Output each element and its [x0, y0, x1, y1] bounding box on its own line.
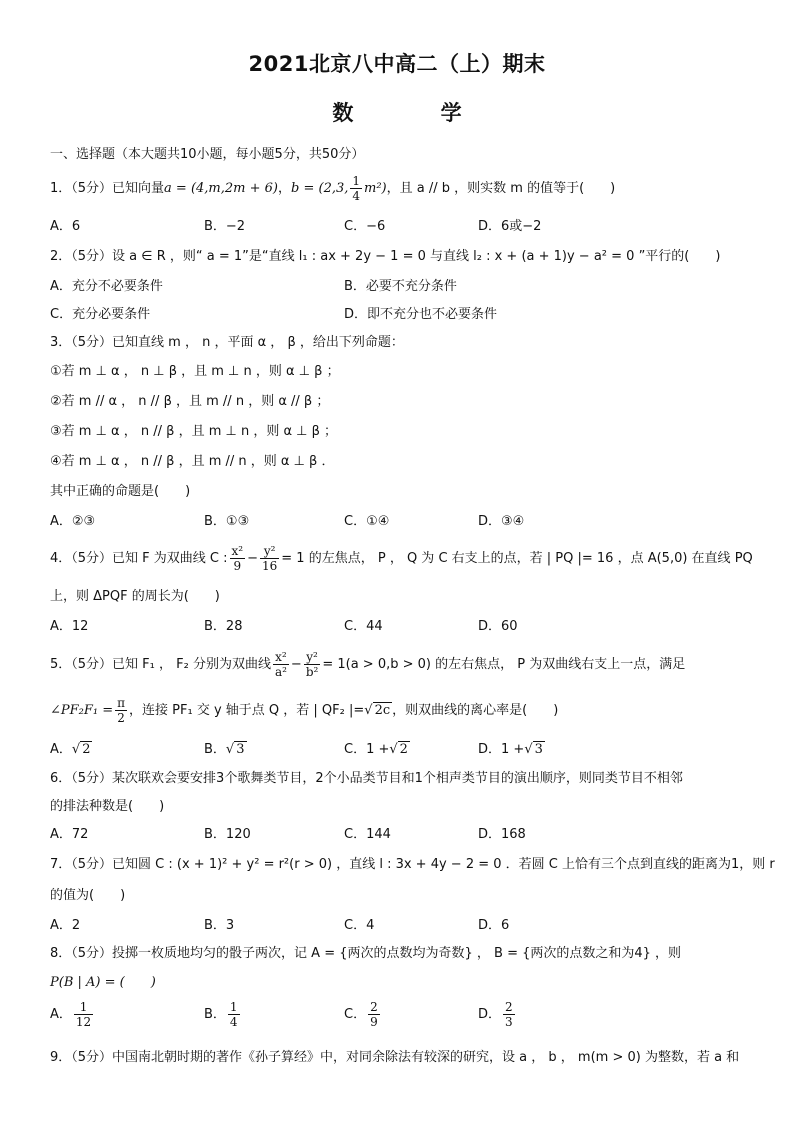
subject-heading: 数 学	[332, 101, 502, 125]
q1-vector-b: b = (2,3,	[291, 181, 349, 196]
q6-option-c: C．144	[344, 827, 391, 842]
section-heading: 一、选择题（本大题共10小题，每小题5分，共50分）	[50, 147, 365, 162]
q8-line-2: P(B | A) = ( )	[50, 975, 156, 990]
q6-line-2: 的排法种数是( )	[50, 799, 165, 814]
question-8: 8．（5分）投掷一枚质地均匀的骰子两次，记 A = {两次的点数均为奇数} ， B = {两次的点数之和为4} ，则	[50, 946, 682, 961]
q1-option-b: B．−2	[204, 219, 246, 234]
q7-option-c: C．4	[344, 918, 375, 933]
question-3: 3．（5分）已知直线 m ， n ，平面 α ， β ，给出下列命题：	[50, 335, 404, 350]
question-7: 7．（5分）已知圆 C : (x + 1)² + y² = r²(r > 0) ，直线 l : 3x + 4y − 2 = 0 ．若圆 C 上恰有三个点到直线的距离为1，则 r	[50, 857, 775, 872]
q5-angle-fraction: $\frac{\pi}{2}$	[117, 696, 126, 725]
page-title: 2021北京八中高二（上）期末	[248, 52, 546, 76]
q5-fraction-x: $\frac{\text{x²}}{\text{a²}}$	[274, 650, 287, 679]
q5-fraction-y: $\frac{\text{y²}}{\text{b²}}$	[305, 650, 319, 679]
question-6: 6．（5分）某次联欢会要安排3个歌舞类节目，2个小品类节目和1个相声类节目的演出顺序，则同类节目不相邻	[50, 771, 683, 786]
q5-line-2: ∠PF₂F₁ = $\frac{\pi}{2}$ ，连接 PF₁ 交 y 轴于点 Q ，若 | QF₂ |=√ 2c ，则双曲线的离心率是( )	[50, 696, 559, 725]
q7-option-d: D．6	[478, 918, 510, 933]
q6-option-a: A．72	[50, 827, 89, 842]
q3-option-b: B．①③	[204, 514, 250, 529]
q2-option-c: C．充分必要条件	[50, 307, 151, 322]
q8-option-d: D． $\frac{2}{3}$	[478, 1000, 513, 1029]
q1-option-d: D．6或−2	[478, 219, 542, 234]
q3-question: 其中正确的命题是( )	[50, 484, 191, 499]
q1-vector-a: a = (4,m,2m + 6)	[164, 181, 278, 196]
q6-option-b: B．120	[204, 827, 251, 842]
q3-option-a: A．②③	[50, 514, 96, 529]
q4-fraction-y: $\frac{\text{y²}}{16}$	[262, 544, 278, 573]
q3-proposition-4: ④若 m ⊥ α ， n // β ，且 m // n ，则 α ⊥ β ．	[50, 454, 335, 469]
q5-sqrt: √ 2c	[364, 703, 391, 718]
q2-option-a: A．充分不必要条件	[50, 279, 163, 294]
q3-option-c: C．①④	[344, 514, 390, 529]
q8-option-b: B． $\frac{1}{4}$	[204, 1000, 238, 1029]
q8-option-c: C． $\frac{2}{9}$	[344, 1000, 378, 1029]
q7-option-a: A．2	[50, 918, 81, 933]
q1-condition: ，且 a // b ，则实数 m 的值等于( )	[386, 181, 616, 196]
q4-option-a: A．12	[50, 619, 89, 634]
question-1: 1．（5分）已知向量a = (4,m,2m + 6)，b = (2,3, $\frac{1}{4}$ m²)，且 a // b ，则实数 m 的值等于( )	[50, 174, 616, 203]
q5-option-c: C．1 +√ 2	[344, 742, 408, 757]
q1-option-c: C．−6	[344, 219, 386, 234]
q4-option-c: C．44	[344, 619, 383, 634]
q5-option-d: D．1 +√ 3	[478, 742, 543, 757]
q5-option-b: B．√ 3	[204, 742, 245, 757]
q6-option-d: D．168	[478, 827, 526, 842]
q3-proposition-3: ③若 m ⊥ α ， n // β ，且 m ⊥ n ，则 α ⊥ β ；	[50, 424, 338, 439]
q4-option-d: D．60	[478, 619, 518, 634]
q4-fraction-x: $\frac{\text{x²}}{9}$	[231, 544, 244, 573]
question-9: 9．（5分）中国南北朝时期的著作《孙子算经》中，对同余除法有较深的研究，设 a ， b ， m(m > 0) 为整数，若 a 和	[50, 1050, 740, 1065]
q3-proposition-1: ①若 m ⊥ α ， n ⊥ β ，且 m ⊥ n ，则 α ⊥ β ；	[50, 364, 340, 379]
q2-option-b: B．必要不充分条件	[344, 279, 457, 294]
q3-proposition-2: ②若 m // α ， n // β ，且 m // n ，则 α // β ；	[50, 394, 330, 409]
q1-option-a: A．6	[50, 219, 81, 234]
q1-fraction: $\frac{1}{4}$	[352, 174, 361, 203]
q1-number: 1．（5分）已知向量	[50, 181, 165, 196]
question-2: 2．（5分）设 a ∈ R ，则“ a = 1”是“直线 l₁ : ax + 2y − 1 = 0 与直线 l₂ : x + (a + 1)y − a² = 0 ”平行的( )	[50, 249, 721, 264]
q3-option-d: D．③④	[478, 514, 525, 529]
question-4: 4．（5分）已知 F 为双曲线 C : $\frac{\text{x²}}{9}$ − $\frac{\text{y²}}{16}$ = 1 的左焦点， P ， Q 为 C 右支上的点，若 | PQ |= 16 ，点 A(5,0) 在直线 PQ	[50, 544, 753, 573]
q4-line-2: 上，则 ΔPQF 的周长为( )	[50, 589, 220, 604]
q4-option-b: B．28	[204, 619, 243, 634]
q1-vector-b-end: m²)	[364, 181, 387, 196]
q8-option-a: A． $\frac{1}{12}$	[50, 1000, 92, 1029]
q2-option-d: D．即不充分也不必要条件	[344, 307, 498, 322]
q7-option-b: B．3	[204, 918, 235, 933]
q7-line-2: 的值为( )	[50, 888, 126, 903]
q5-option-a: A．√ 2	[50, 742, 91, 757]
question-5: 5．（5分）已知 F₁ ， F₂ 分别为双曲线 $\frac{\text{x²}}{\text{a²}}$ − $\frac{\text{y²}}{\text{b²}}$ = 1(a > 0,b > 0) 的左右焦点， P 为双曲线右支上一点，满足	[50, 650, 686, 679]
